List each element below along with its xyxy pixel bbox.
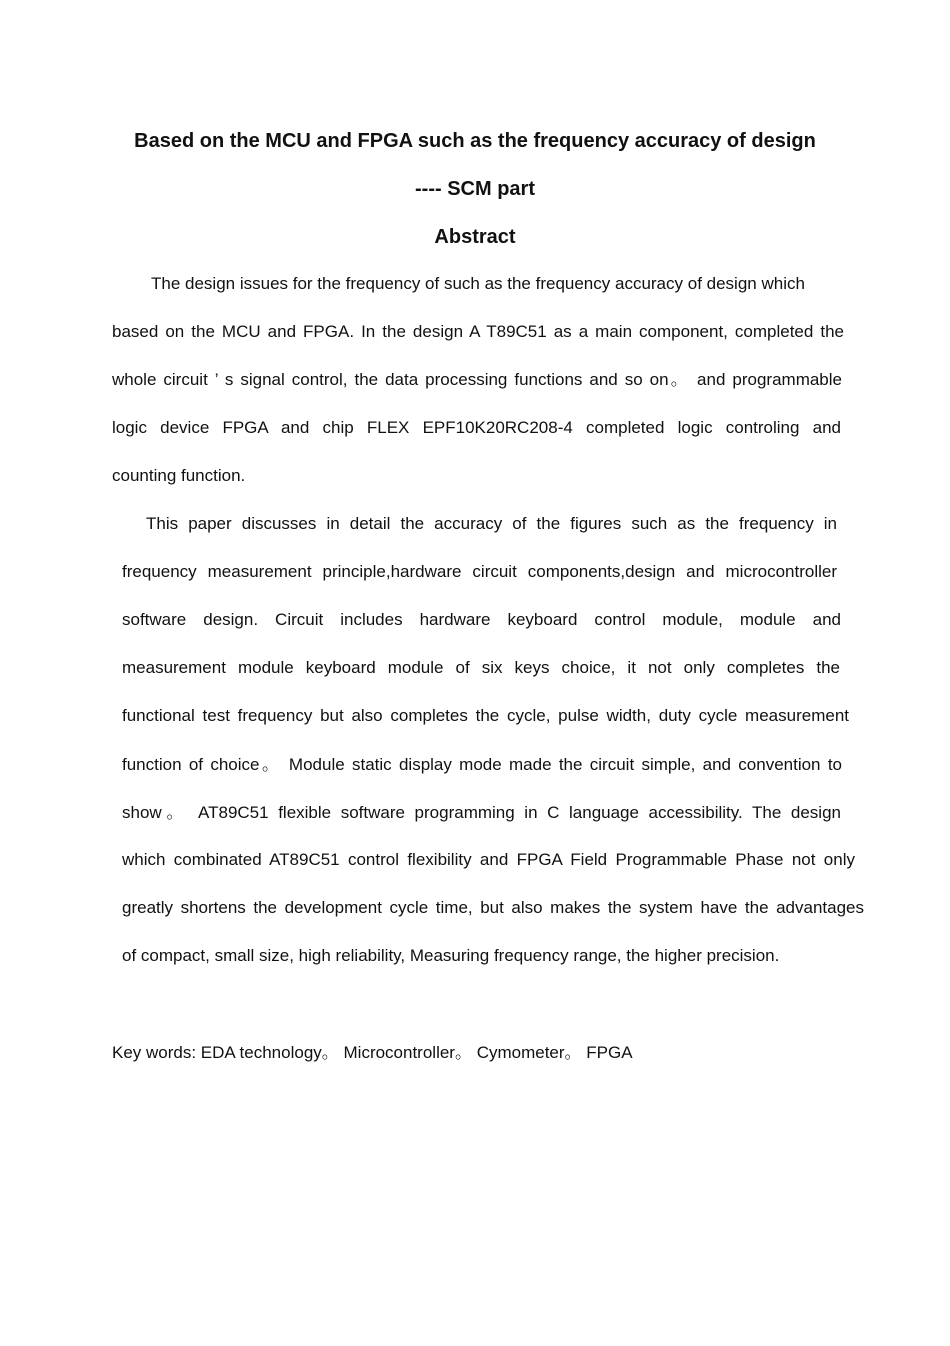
paper-title: Based on the MCU and FPGA such as the frequency accuracy of design	[134, 130, 816, 152]
keywords: Key words: EDA technology。 Microcontroller。 Cymometer。 FPGA	[112, 1043, 633, 1062]
paragraph-line: frequency measurement principle,hardware circuit components,design and microcontroller	[122, 562, 837, 581]
paragraph-line: whole circuit ’ s signal control, the data processing functions and so on。 and programmable	[112, 370, 842, 389]
paragraph-line: The design issues for the frequency of such as the frequency accuracy of design which	[151, 274, 805, 293]
paragraph-line: of compact, small size, high reliability, Measuring frequency range, the higher precision.	[122, 946, 780, 965]
paragraph-line: This paper discusses in detail the accuracy of the figures such as the frequency in	[146, 514, 837, 533]
paragraph-line: function of choice。 Module static display mode made the circuit simple, and convention to	[122, 755, 842, 774]
paragraph-line: logic device FPGA and chip FLEX EPF10K20RC208-4 completed logic controling and	[112, 418, 841, 437]
paragraph-line: greatly shortens the development cycle time, but also makes the system have the advantages	[122, 898, 864, 917]
paragraph-line: measurement module keyboard module of six keys choice, it not only completes the	[122, 658, 840, 677]
paragraph-line: functional test frequency but also completes the cycle, pulse width, duty cycle measurement	[122, 706, 849, 725]
paragraph-line: which combinated AT89C51 control flexibility and FPGA Field Programmable Phase not only	[122, 850, 855, 869]
abstract-heading: Abstract	[434, 226, 516, 248]
paper-subtitle: ---- SCM part	[415, 178, 535, 200]
paragraph-line: show。 AT89C51 flexible software programming in C language accessibility. The design	[122, 803, 841, 822]
paragraph-line: software design. Circuit includes hardware keyboard control module, module and	[122, 610, 841, 629]
paragraph-line: based on the MCU and FPGA. In the design A T89C51 as a main component, completed the	[112, 322, 844, 341]
paragraph-line: counting function.	[112, 466, 246, 485]
